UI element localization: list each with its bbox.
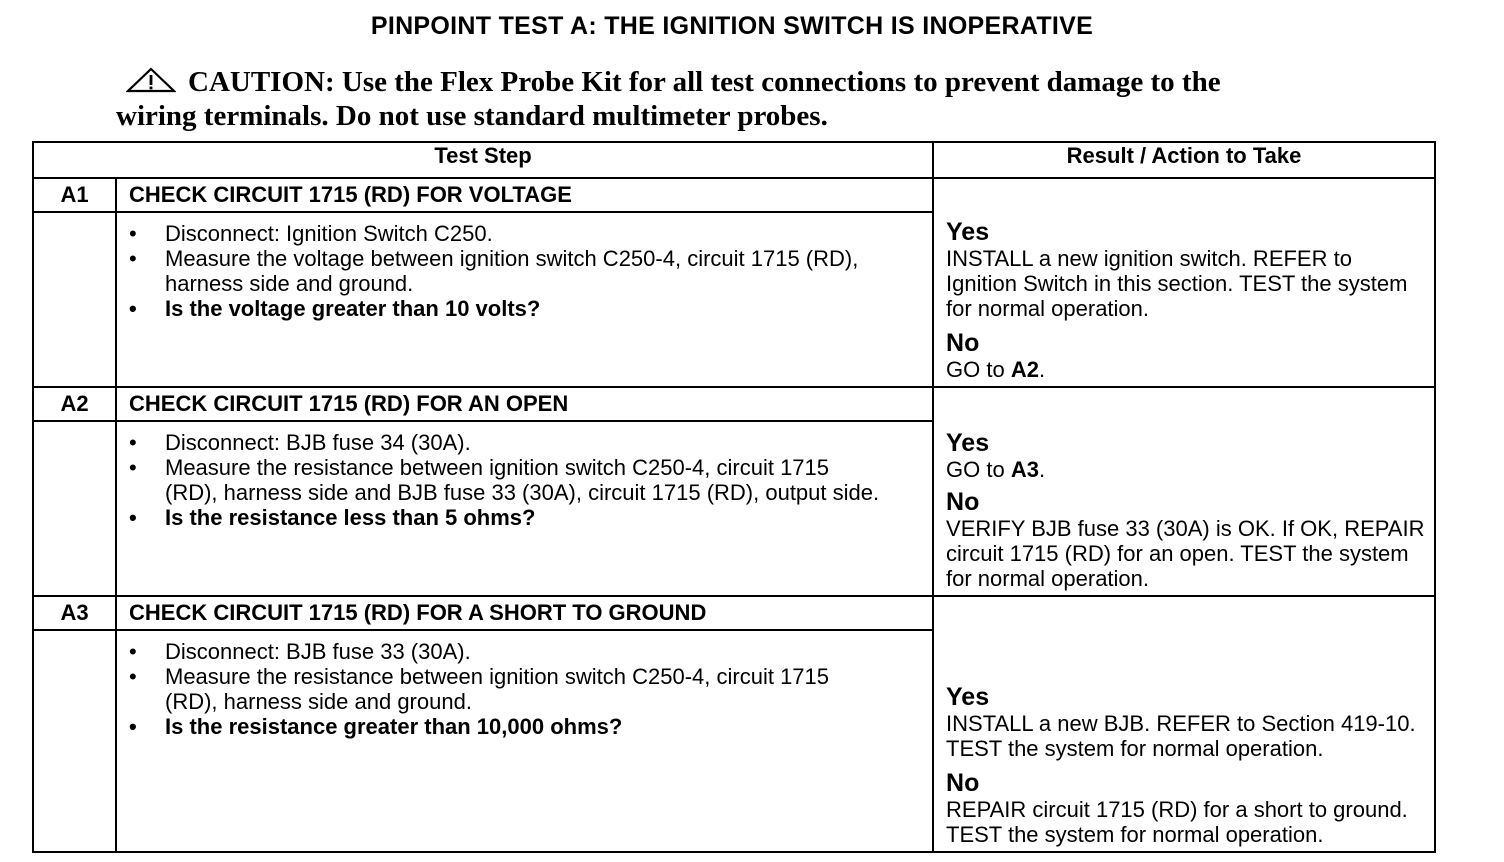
no-prefix: GO to bbox=[946, 357, 1011, 382]
page-title: PINPOINT TEST A: THE IGNITION SWITCH IS INOPERATIVE bbox=[370, 12, 1094, 40]
step-heading: CHECK CIRCUIT 1715 (RD) FOR AN OPEN bbox=[116, 387, 933, 421]
action-question: • Is the voltage greater than 10 volts? bbox=[127, 296, 885, 321]
step-actions bbox=[116, 421, 933, 596]
step-id: A2 bbox=[33, 387, 116, 421]
yes-suffix: . bbox=[1038, 457, 1046, 482]
result-yes bbox=[946, 218, 1428, 321]
pinpoint-test-table bbox=[32, 141, 1436, 853]
action-item: • Disconnect: BJB fuse 34 (30A). bbox=[127, 430, 885, 455]
caution-text-line2: wiring terminals. Do not use standard multimeter probes. bbox=[116, 100, 828, 132]
step-result bbox=[933, 178, 1435, 387]
action-item: • Measure the resistance between ignition switch C250-4, circuit 1715 (RD), harness side and BJB fuse 33 (30A), circuit 1715 (RD), output side. bbox=[127, 455, 885, 505]
yes-label: Yes bbox=[946, 218, 990, 246]
caution-label: CAUTION: bbox=[188, 66, 335, 98]
step-actions bbox=[116, 630, 933, 852]
yes-label: Yes bbox=[946, 429, 990, 457]
no-label: No bbox=[946, 769, 980, 797]
yes-text: INSTALL a new ignition switch. REFER to Ignition Switch in this section. TEST the system for normal operation. bbox=[946, 246, 1408, 321]
action-item: • Disconnect: BJB fuse 33 (30A). bbox=[127, 639, 885, 664]
action-item: • Measure the resistance between ignition switch C250-4, circuit 1715 (RD), harness side and ground. bbox=[127, 664, 885, 714]
result-no bbox=[946, 769, 1428, 847]
yes-prefix: GO to bbox=[946, 457, 1011, 482]
caution-text-line1: Use the Flex Probe Kit for all test connections to prevent damage to the bbox=[341, 66, 1221, 98]
step-result bbox=[933, 387, 1435, 596]
step-heading-row bbox=[33, 178, 1435, 212]
step-heading-row bbox=[33, 596, 1435, 630]
step-id-spacer bbox=[33, 630, 116, 852]
step-heading: CHECK CIRCUIT 1715 (RD) FOR VOLTAGE bbox=[116, 178, 933, 212]
action-item: • Disconnect: Ignition Switch C250. bbox=[127, 221, 885, 246]
no-label: No bbox=[946, 329, 980, 357]
caution-notice bbox=[116, 66, 1446, 132]
step-id: A1 bbox=[33, 178, 116, 212]
result-no bbox=[946, 329, 1428, 382]
action-question: • Is the resistance greater than 10,000 ohms? bbox=[127, 714, 885, 739]
step-result bbox=[933, 596, 1435, 852]
no-step-ref: A2 bbox=[1010, 357, 1039, 382]
action-question: • Is the resistance less than 5 ohms? bbox=[127, 505, 885, 530]
step-heading: CHECK CIRCUIT 1715 (RD) FOR A SHORT TO GROUND bbox=[116, 596, 933, 630]
result-yes bbox=[946, 429, 1428, 482]
result-yes bbox=[946, 683, 1428, 761]
result-no bbox=[946, 488, 1428, 591]
step-actions bbox=[116, 212, 933, 387]
action-item: • Measure the voltage between ignition switch C250-4, circuit 1715 (RD), harness side and ground. bbox=[127, 246, 885, 296]
step-heading-row bbox=[33, 387, 1435, 421]
no-text: REPAIR circuit 1715 (RD) for a short to ground. TEST the system for normal operation. bbox=[946, 797, 1408, 847]
step-id-spacer bbox=[33, 212, 116, 387]
no-text: VERIFY BJB fuse 33 (30A) is OK. If OK, REPAIR circuit 1715 (RD) for an open. TEST the system for normal operation. bbox=[946, 516, 1425, 591]
step-id: A3 bbox=[33, 596, 116, 630]
no-label: No bbox=[946, 488, 980, 516]
table-header-row bbox=[33, 142, 1435, 178]
column-header-result: Result / Action to Take bbox=[933, 142, 1435, 178]
warning-triangle-icon bbox=[126, 67, 176, 100]
step-id-spacer bbox=[33, 421, 116, 596]
yes-text: INSTALL a new BJB. REFER to Section 419-10. TEST the system for normal operation. bbox=[946, 711, 1416, 761]
yes-step-ref: A3 bbox=[1010, 457, 1039, 482]
yes-label: Yes bbox=[946, 683, 990, 711]
column-header-test-step: Test Step bbox=[33, 142, 933, 178]
no-suffix: . bbox=[1038, 357, 1046, 382]
